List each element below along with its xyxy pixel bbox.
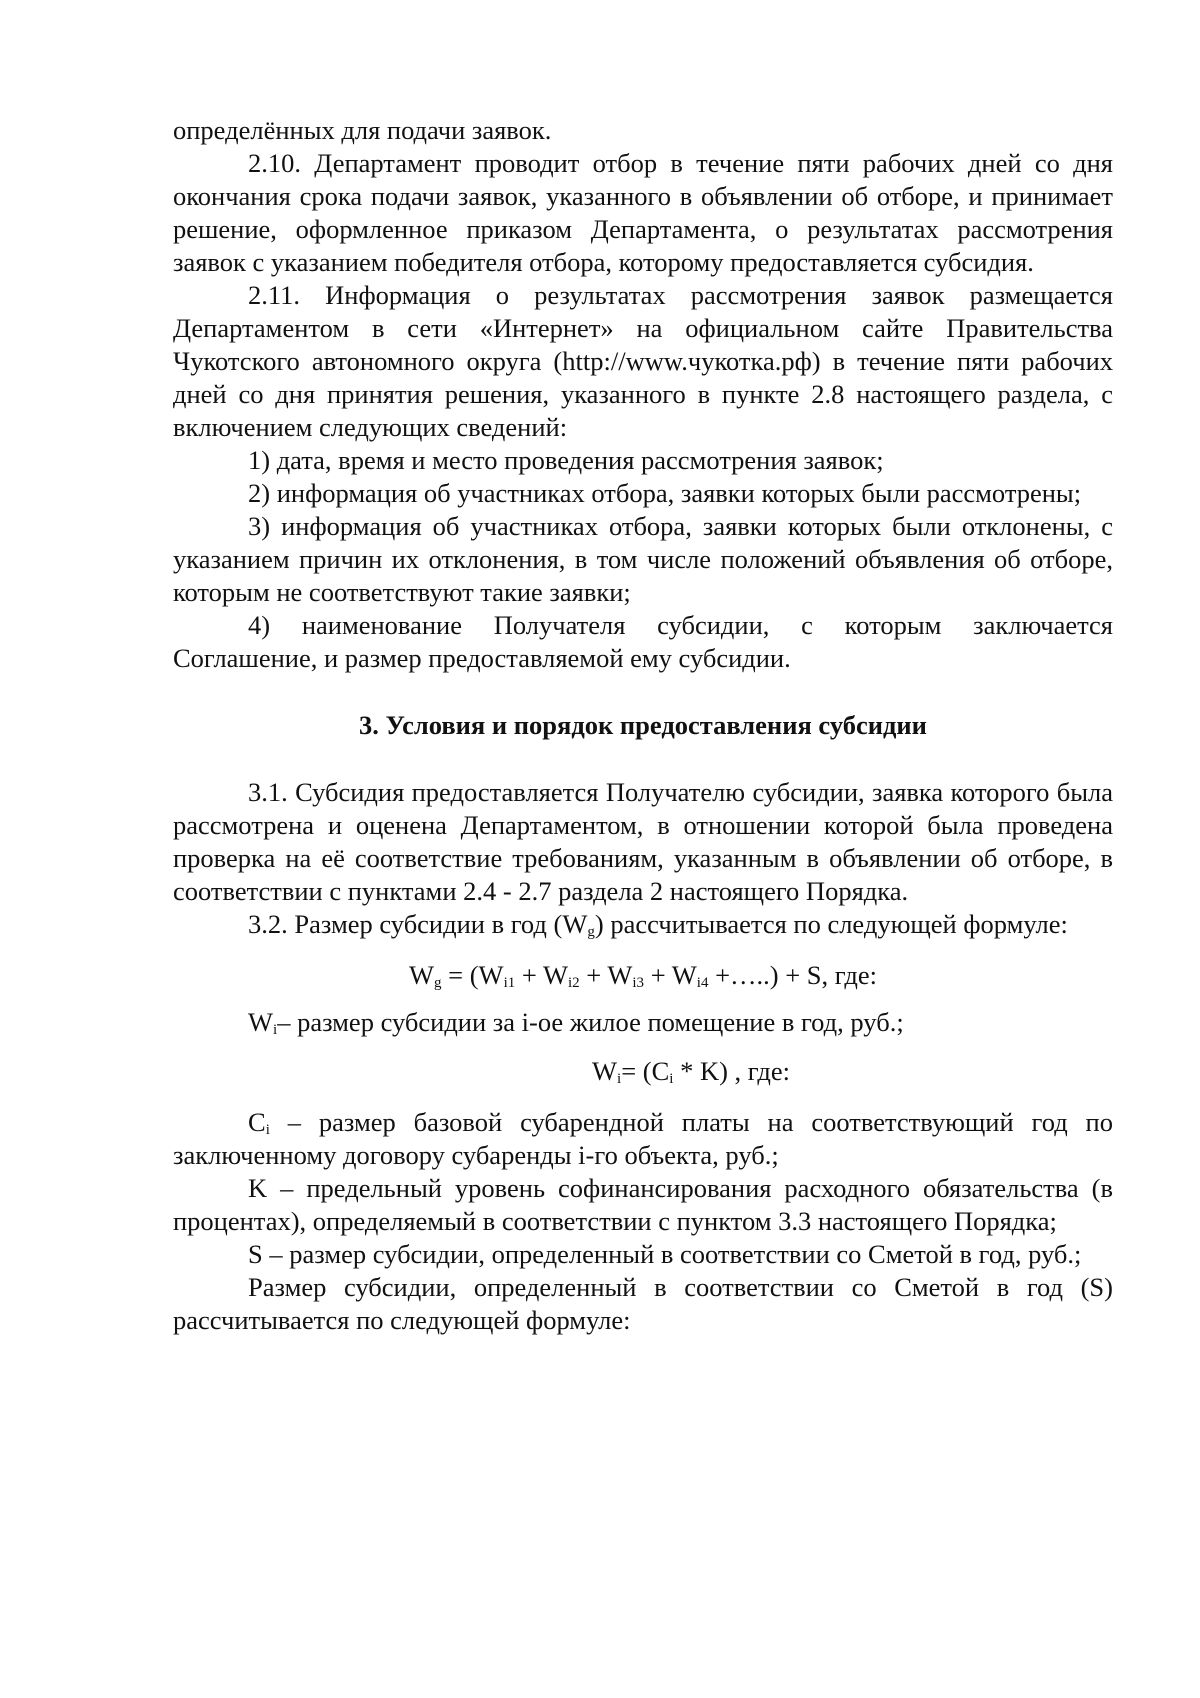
f1-t4-sub: i4: [696, 975, 709, 991]
ci-a: C: [248, 1107, 266, 1137]
list-item-2: 2) информация об участниках отбора, заявки которых были рассмотрены;: [248, 478, 1082, 508]
paragraph-ci-definition: [173, 1106, 1113, 1172]
f2-tail: * K) , где:: [673, 1056, 790, 1086]
f1-w: W: [409, 960, 435, 990]
f2-eq-open: = (C: [621, 1056, 670, 1086]
f1-w-sub: g: [434, 975, 442, 991]
f1-plus4: + W: [644, 960, 697, 990]
section-3-heading: 3. Условия и порядок предоставления субсидии: [359, 710, 927, 740]
list-item-3: 3) информация об участниках отбора, заявки которых были отклонены, с указанием причин их отклонения, в том числе положений объявления об отборе, которым не соответствуют такие заявки;: [173, 511, 1113, 607]
p32-text-a: 3.2. Размер субсидии в год (W: [248, 909, 588, 939]
paragraph-3-1: 3.1. Субсидия предоставляется Получателю субсидии, заявка которого была рассмотрена и оценена Департаментом, в отношении которой была проведена проверка на её соответствие требованиям, указанным в объявлении об отборе, в соответствии с пунктами 2.4 - 2.7 раздела 2 настоящего Порядка.: [173, 777, 1113, 906]
paragraph-3-2: [173, 908, 1113, 941]
paragraph-2-10: 2.10. Департамент проводит отбор в течение пяти рабочих дней со дня окончания срока подачи заявок, указанного в объявлении об отборе, и принимает решение, оформленное приказом Департамента, о результатах рассмотрения заявок с указанием победителя отбора, которому предоставляется субсидия.: [173, 148, 1113, 277]
formula-wi: [173, 1055, 1113, 1088]
f2-inner: [496, 1056, 790, 1086]
f1-plus3: + W: [579, 960, 633, 990]
paragraph-k-definition: K – предельный уровень софинансирования расходного обязательства (в процентах), определяемый в соответствии с пунктом 3.3 настоящего Порядка;: [173, 1173, 1113, 1236]
f2-w-sub: i: [617, 1071, 622, 1087]
document-body: [173, 114, 1113, 1337]
list-item-1: 1) дата, время и место проведения рассмотрения заявок;: [248, 445, 884, 475]
f1-t1-sub: i1: [503, 975, 516, 991]
paragraph-intro-tail: определённых для подачи заявок.: [173, 115, 552, 145]
f1-t3-sub: i3: [632, 975, 645, 991]
list-item-4: 4) наименование Получателя субсидии, с которым заключается Соглашение, и размер предоставляемой ему субсидии.: [173, 610, 1113, 673]
paragraph-2-11: 2.11. Информация о результатах рассмотрения заявок размещается Департаментом в сети «Интернет» на официальном сайте Правительства Чукотского автономного округа (http://www.чукотка.рф) в течение пяти рабочих дней со дня принятия решения, указанного в пункте 2.8 настоящего раздела, с включением следующих сведений:: [173, 280, 1113, 442]
ci-b: – размер базовой субарендной платы на соответствующий год по заключенному договору субаренды i-го объекта, руб.;: [173, 1107, 1113, 1170]
ci-sub: i: [265, 1122, 270, 1138]
f2-w: W: [592, 1056, 618, 1086]
f1-eq-open: = (W: [441, 960, 504, 990]
f1-tail: +…..) + S, где:: [708, 960, 877, 990]
p32-sub: g: [587, 924, 595, 940]
paragraph-s-calculation: Размер субсидии, определенный в соответствии со Сметой в год (S) рассчитывается по следующей формуле:: [173, 1272, 1113, 1335]
paragraph-wi-definition: [173, 1006, 1113, 1039]
f2-c-sub: i: [669, 1071, 674, 1087]
wi-b: – размер субсидии за i-ое жилое помещение в год, руб.;: [277, 1007, 904, 1037]
p32-text-b: ) рассчитывается по следующей формуле:: [594, 909, 1068, 939]
formula-wg: [173, 959, 1113, 992]
wi-a: W: [248, 1007, 274, 1037]
paragraph-s-definition: S – размер субсидии, определенный в соответствии со Сметой в год, руб.;: [248, 1239, 1082, 1269]
f1-plus2: + W: [515, 960, 568, 990]
wi-sub: i: [273, 1022, 278, 1038]
f1-t2-sub: i2: [567, 975, 580, 991]
